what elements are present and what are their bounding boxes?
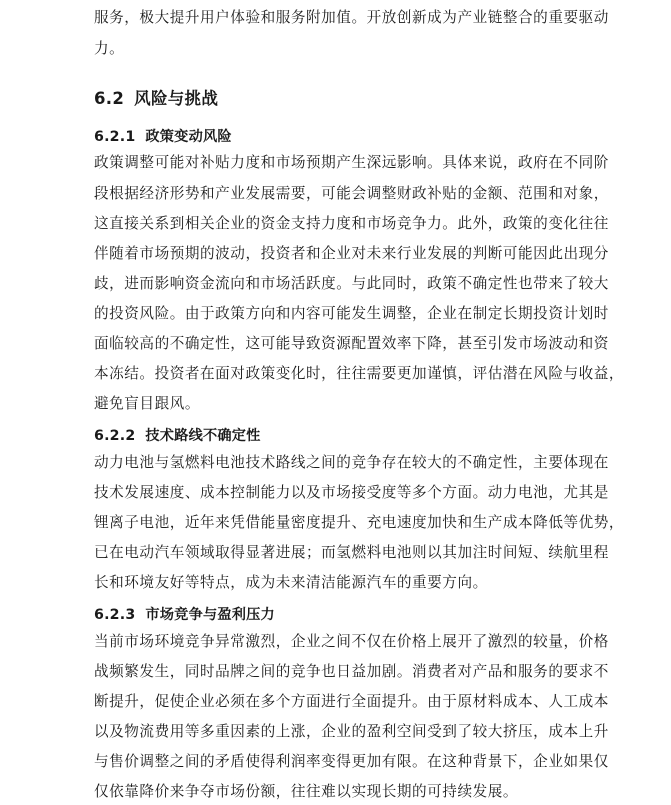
paragraph-line: 力。	[94, 40, 125, 57]
paragraph-line: 与售价调整之间的矛盾使得利润率变得更加有限。在这种背景下，企业如果仅	[94, 753, 609, 770]
paragraph-line: 段根据经济形势和产业发展需要，可能会调整财政补贴的金额、范围和对象，	[94, 185, 609, 202]
paragraph-line: 动力电池与氢燃料电池技术路线之间的竞争存在较大的不确定性，主要体现在	[94, 454, 609, 471]
paragraph-line: 技术发展速度、成本控制能力以及市场接受度等多个方面。动力电池，尤其是	[94, 484, 609, 501]
paragraph-line: 锂离子电池，近年来凭借能量密度提升、充电速度加快和生产成本降低等优势，	[94, 514, 625, 531]
paragraph-line: 歧，进而影响资金流向和市场活跃度。与此同时，政策不确定性也带来了较大	[94, 275, 609, 292]
paragraph-line: 断提升，促使企业必须在多个方面进行全面提升。由于原材料成本、人工成本	[94, 693, 609, 710]
paragraph-line: 已在电动汽车领域取得显著进展；而氢燃料电池则以其加注时间短、续航里程	[94, 544, 609, 561]
subsection-heading-6-2-1	[94, 128, 232, 146]
paragraph-line: 战频繁发生，同时品牌之间的竞争也日益加剧。消费者对产品和服务的要求不	[94, 663, 609, 680]
paragraph-line: 这直接关系到相关企业的资金支持力度和市场竞争力。此外，政策的变化往往	[94, 215, 609, 232]
paragraph-line: 政策调整可能对补贴力度和市场预期产生深远影响。具体来说，政府在不同阶	[94, 154, 609, 171]
paragraph-line: 仅依靠降价来争夺市场份额，往往难以实现长期的可持续发展。	[94, 783, 519, 800]
subsection-title: 政策变动风险	[145, 129, 232, 145]
paragraph-line: 长和环境友好等特点，成为未来清洁能源汽车的重要方向。	[94, 574, 488, 591]
subsection-heading-6-2-3	[94, 606, 275, 624]
subsection-title: 市场竞争与盈利压力	[145, 607, 275, 623]
subsection-title: 技术路线不确定性	[145, 428, 261, 444]
subsection-number: 6.2.1	[94, 129, 136, 145]
subsection-number: 6.2.3	[94, 607, 136, 623]
paragraph-line: 的投资风险。由于政策方向和内容可能发生调整，企业在制定长期投资计划时	[94, 305, 609, 322]
paragraph-line: 以及物流费用等多重因素的上涨，企业的盈利空间受到了较大挤压，成本上升	[94, 723, 609, 740]
paragraph-line: 本冻结。投资者在面对政策变化时，往往需要更加谨慎，评估潜在风险与收益，	[94, 365, 625, 382]
paragraph-line: 服务，极大提升用户体验和服务附加值。开放创新成为产业链整合的重要驱动	[94, 9, 609, 26]
section-heading-6-2	[94, 88, 218, 110]
paragraph-line: 伴随着市场预期的波动，投资者和企业对未来行业发展的判断可能因此出现分	[94, 245, 609, 262]
section-number: 6.2	[94, 89, 125, 108]
subsection-heading-6-2-2	[94, 427, 261, 445]
section-title: 风险与挑战	[134, 89, 219, 108]
subsection-number: 6.2.2	[94, 428, 136, 444]
paragraph-line: 避免盲目跟风。	[94, 395, 201, 412]
paragraph-line: 当前市场环境竞争异常激烈，企业之间不仅在价格上展开了激烈的较量，价格	[94, 633, 609, 650]
paragraph-line: 面临较高的不确定性，这可能导致资源配置效率下降，甚至引发市场波动和资	[94, 335, 609, 352]
